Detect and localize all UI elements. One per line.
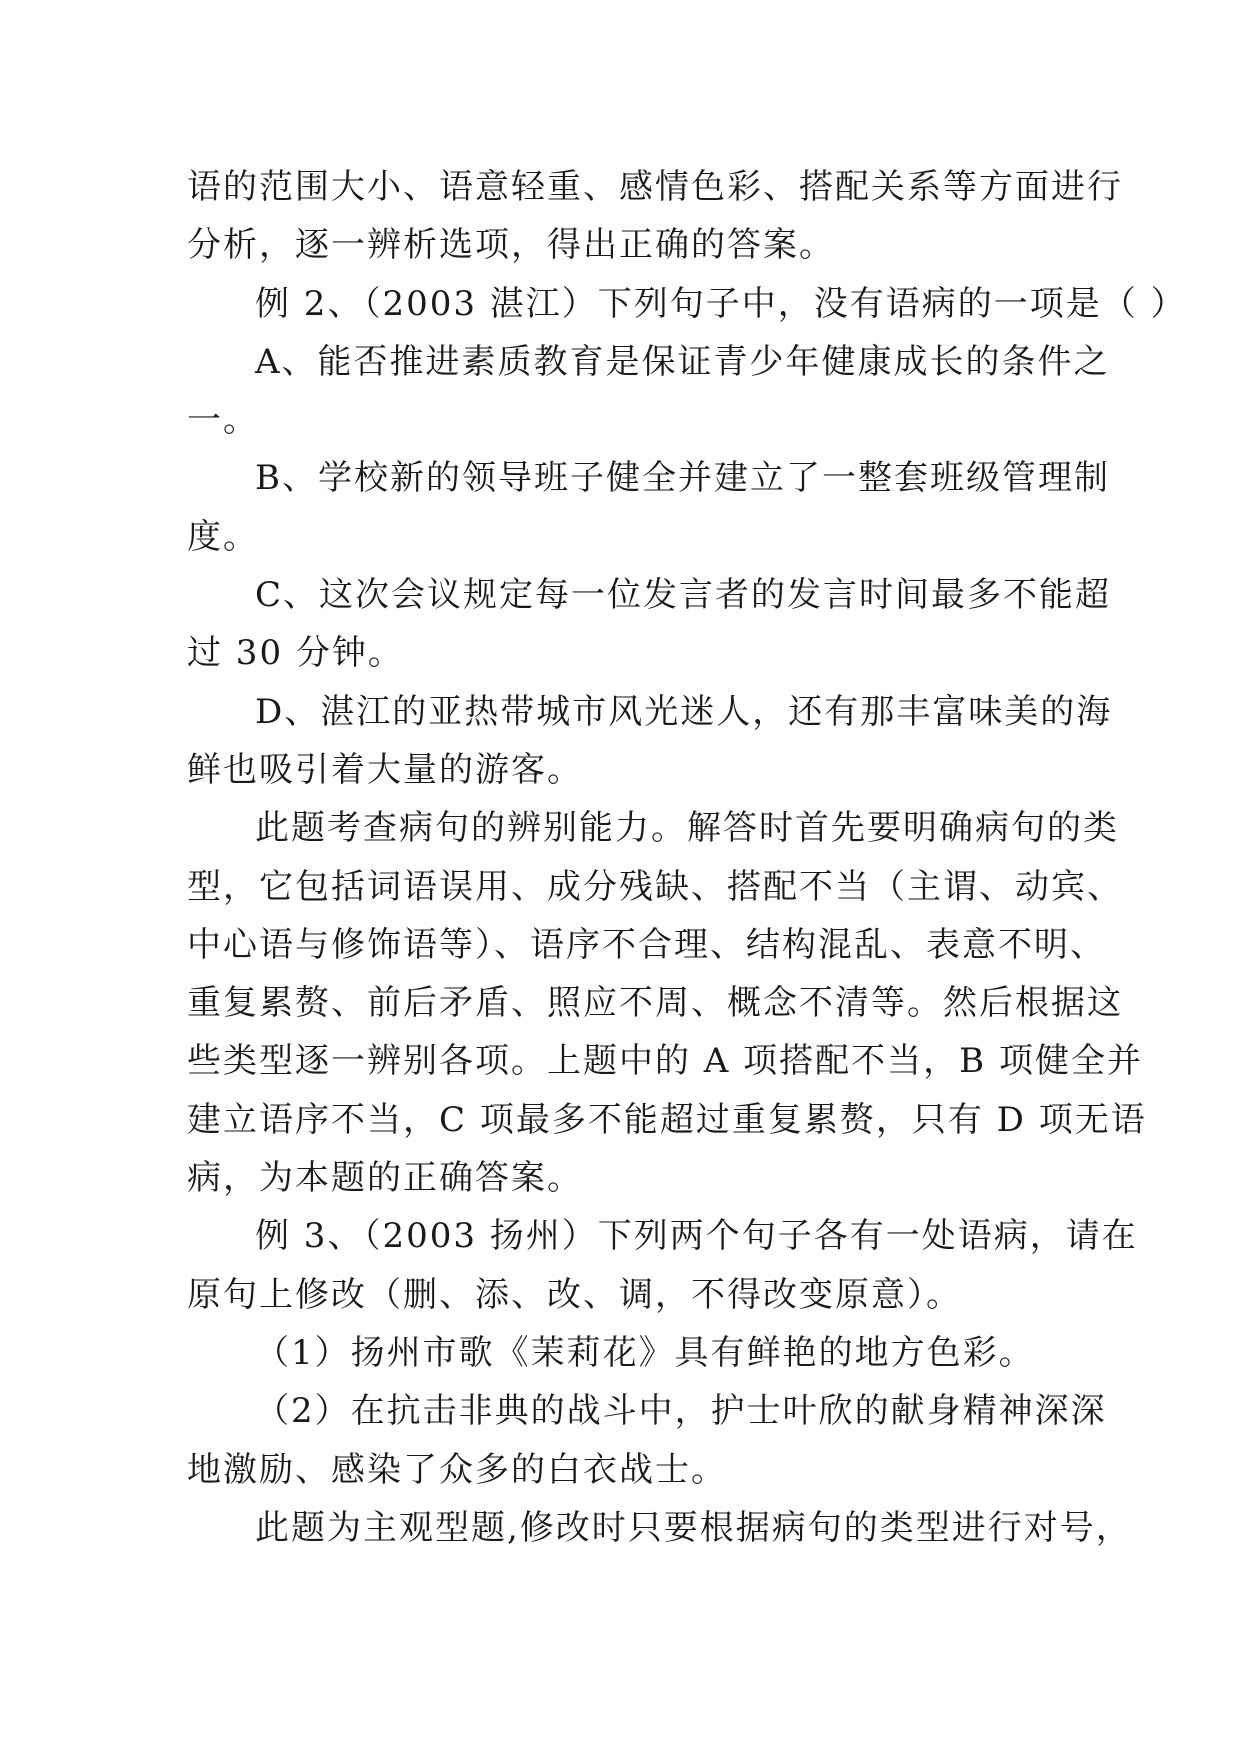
- text-line: 重复累赘、前后矛盾、照应不周、概念不清等。然后根据这: [187, 983, 1123, 1024]
- option-d-continued: 鲜也吸引着大量的游客。: [187, 749, 583, 790]
- option-b: B、学校新的领导班子健全并建立了一整套班级管理制: [255, 458, 1110, 499]
- body-text: [187, 158, 1187, 1557]
- text-line: 原句上修改（删、添、改、调，不得改变原意）。: [187, 1274, 962, 1315]
- text-line: 分析，逐一辨析选项，得出正确的答案。: [187, 225, 835, 266]
- text-line: 语的范围大小、语意轻重、感情色彩、搭配关系等方面进行: [187, 167, 1123, 207]
- option-c: C、这次会议规定每一位发言者的发言时间最多不能超: [255, 575, 1112, 616]
- analysis-paragraph-2: 此题为主观型题,修改时只要根据病句的类型进行对号，: [255, 1507, 1132, 1548]
- option-b-continued: 度。: [187, 516, 259, 557]
- sentence-1: （1）扬州市歌《茉莉花》具有鲜艳的地方色彩。: [255, 1332, 1035, 1373]
- example-2-heading: 例 2、（2003 湛江）下列句子中，没有语病的一项是（ ）: [255, 283, 1187, 324]
- example-3-heading: 例 3、（2003 扬州）下列两个句子各有一处语病，请在: [255, 1216, 1138, 1257]
- analysis-paragraph: 此题考查病句的辨别能力。解答时首先要明确病句的类: [255, 808, 1119, 849]
- sentence-2: （2）在抗击非典的战斗中，护士叶欣的献身精神深深: [255, 1391, 1107, 1432]
- option-d: D、湛江的亚热带城市风光迷人，还有那丰富味美的海: [255, 691, 1113, 732]
- option-a: A、能否推进素质教育是保证青少年健康成长的条件之: [255, 341, 1110, 382]
- text-line: 型，它包括词语误用、成分残缺、搭配不当（主谓、动宾、: [187, 866, 1123, 907]
- option-c-continued: 过 30 分钟。: [187, 633, 404, 674]
- text-line: 建立语序不当，C 项最多不能超过重复累赘，只有 D 项无语: [187, 1099, 1147, 1140]
- sentence-2-continued: 地激励、感染了众多的白衣战士。: [187, 1449, 727, 1490]
- text-line: 些类型逐一辨别各项。上题中的 A 项搭配不当，B 项健全并: [187, 1041, 1143, 1082]
- option-a-continued: 一。: [187, 400, 259, 441]
- text-line: 中心语与修饰语等）、语序不合理、结构混乱、表意不明、: [187, 924, 1106, 965]
- text-line: 病，为本题的正确答案。: [187, 1158, 583, 1199]
